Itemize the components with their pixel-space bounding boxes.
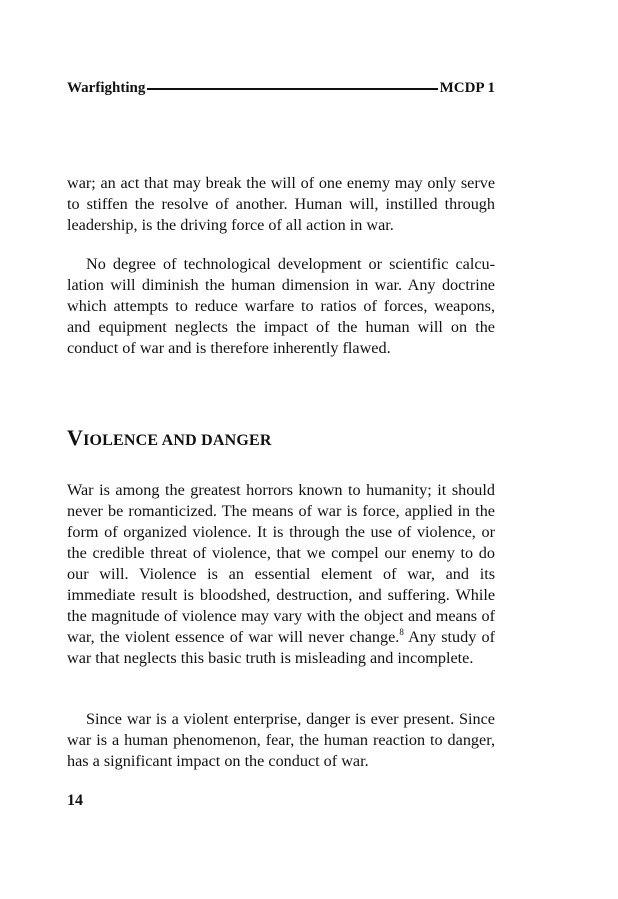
paragraph-2: No degree of technological development or scientific calculation will diminish the human dimension in war. Any doctrine which attempts to reduce warfare to ratios of forces, weapons, and equipment neglects the impact of the human will on the conduct of war and is therefore inherently flawed. [67, 255, 495, 357]
section-heading-initial: V [67, 425, 84, 450]
header-title: Warfighting [67, 79, 146, 96]
paragraph-3-text-a: War is among the greatest horrors known to humanity; it should never be romanticized. The means of war is force, applied in the form of organized violence. It is through the use of violence, or the credible threat of violence, that we compel our enemy to do our will. Violence is an essential element of war, and its immediate result is bloodshed, destruction, and suffering. While the magnitude of violence may vary with the object and means of war, the violent essence of war will never change. [67, 481, 495, 646]
paragraph-3-block [67, 480, 495, 669]
paragraph-3 [67, 480, 495, 669]
running-header [67, 78, 495, 98]
paragraph-4: Since war is a violent enterprise, danger is ever present. Since war is a human phenomenon, fear, the human reaction to danger, has a significant impact on the conduct of war. [67, 710, 495, 770]
header-document-id: MCDP 1 [439, 79, 495, 96]
paragraph-1: war; an act that may break the will of one enemy may only serve to stiffen the resolve of another. Human will, instilled through leadership, is the driving force of all action in war. [67, 174, 495, 234]
section-heading-rest: IOLENCE AND DANGER [83, 432, 272, 449]
paragraph-4-block [67, 709, 495, 772]
paragraph-1-block [67, 173, 495, 236]
footnote-reference[interactable]: 8 [399, 626, 404, 637]
page-number: 14 [67, 792, 83, 809]
paragraph-3-text-b: Any study of war that neglects this basic truth is misleading and incomplete. [67, 628, 496, 667]
paragraph-2-block [67, 254, 495, 359]
section-heading [67, 425, 272, 451]
header-rule [147, 88, 437, 90]
